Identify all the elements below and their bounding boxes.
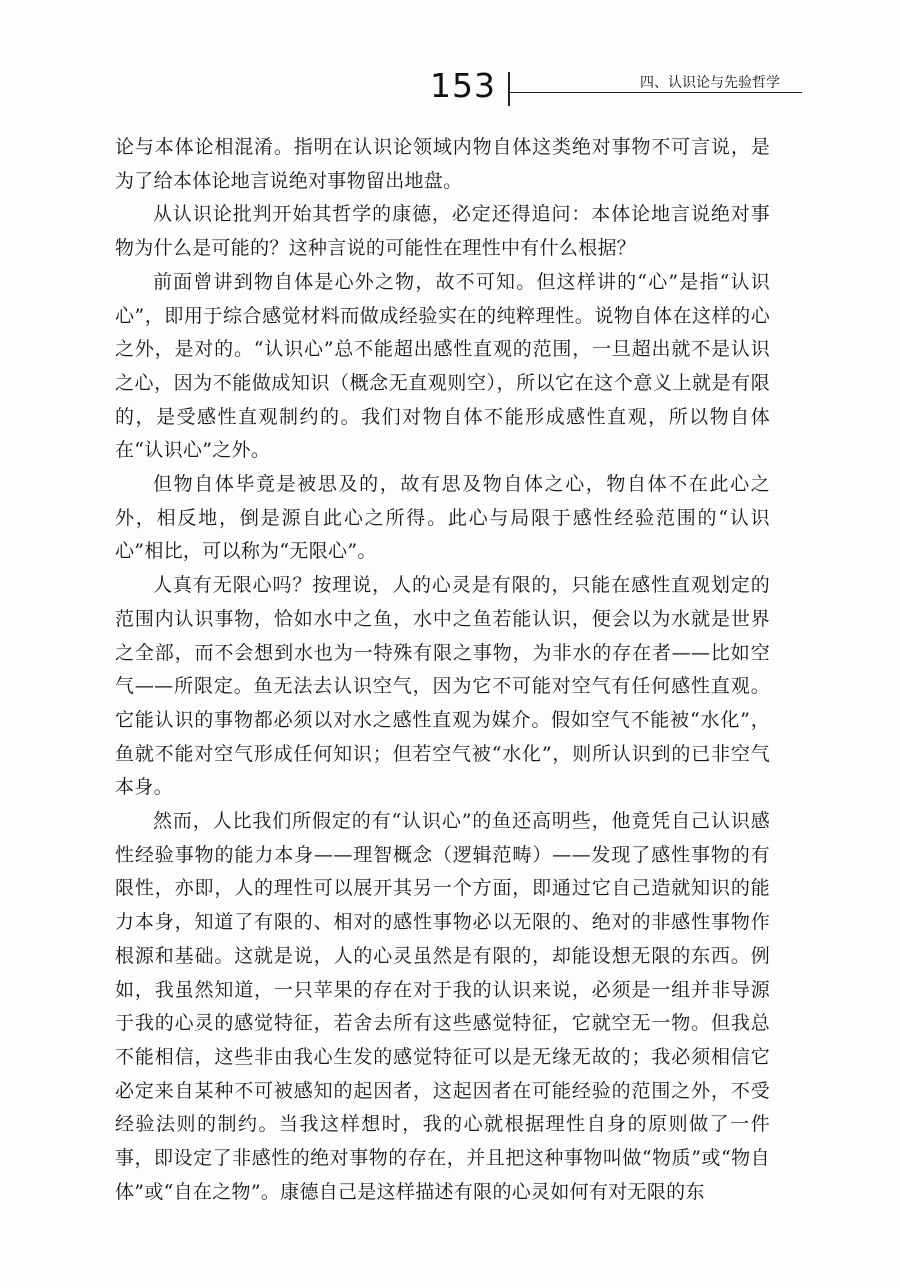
paragraph: 然而，人比我们所假定的有“认识心”的鱼还高明些，他竟凭自己认识感性经验事物的能力本身——理智概念（逻辑范畴）——发现了感性事物的有限性，亦即，人的理性可以展开其另一个方面，即通过它自己造就知识的能力本身，知道了有限的、相对的感性事物必以无限的、绝对的非感性事物作根源和基础。这就是说，人的心灵虽然是有限的，却能设想无限的东西。例如，我虽然知道，一只苹果的存在对于我的认识来说，必须是一组并非导源于我的心灵的感觉特征，若舍去所有这些感觉特征，它就空无一物。但我总不能相信，这些非由我心生发的感觉特征可以是无缘无故的；我必须相信它必定来自某种不可被感知的起因者，这起因者在可能经验的范围之外，不受经验法则的制约。当我这样想时，我的心就根据理性自身的原则做了一件事，即设定了非感性的绝对事物的存在，并且把这种事物叫做“物质”或“物自体”或“自在之物”。康德自己是这样描述有限的心灵如何有对无限的东 [115, 810, 770, 1203]
chapter-title: 四、认识论与先验哲学 [640, 75, 780, 91]
paragraph: 前面曾讲到物自体是心外之物，故不可知。但这样讲的“心”是指“认识心”，即用于综合感觉材料而做成经验实在的纯粹理性。说物自体在这样的心之外，是对的。“认识心”总不能超出感性直观的范围，一旦超出就不是认识之心，因为不能做成知识（概念无直观则空），所以它在这个意义上就是有限的，是受感性直观制约的。我们对物自体不能形成感性直观，所以物自体在“认识心”之外。 [115, 270, 770, 462]
running-header [0, 0, 900, 120]
paragraph-continued: 论与本体论相混淆。指明在认识论领域内物自体这类绝对事物不可言说，是为了给本体论地言说绝对事物留出地盘。 [115, 136, 770, 192]
paragraph: 人真有无限心吗？按理说，人的心灵是有限的，只能在感性直观划定的范围内认识事物，恰如水中之鱼，水中之鱼若能认识，便会以为水就是世界之全部，而不会想到水也为一特殊有限之事物，为非水的存在者——比如空气——所限定。鱼无法去认识空气，因为它不可能对空气有任何感性直观。它能认识的事物都必须以对水之感性直观为媒介。假如空气不能被“水化”，鱼就不能对空气形成任何知识；但若空气被“水化”，则所认识到的已非空气本身。 [115, 574, 770, 799]
header-rule [510, 92, 802, 93]
body-text [115, 131, 770, 1210]
paragraph: 从认识论批判开始其哲学的康德，必定还得追问：本体论地言说绝对事物为什么是可能的？这种言说的可能性在理性中有什么根据？ [115, 203, 770, 260]
paragraph: 但物自体毕竟是被思及的，故有思及物自体之心，物自体不在此心之外，相反地，倒是源自此心之所得。此心与局限于感性经验范围的“认识心”相比，可以称为“无限心”。 [115, 473, 770, 563]
header-divider-bar [508, 72, 510, 106]
page-number: 153 [430, 66, 496, 105]
